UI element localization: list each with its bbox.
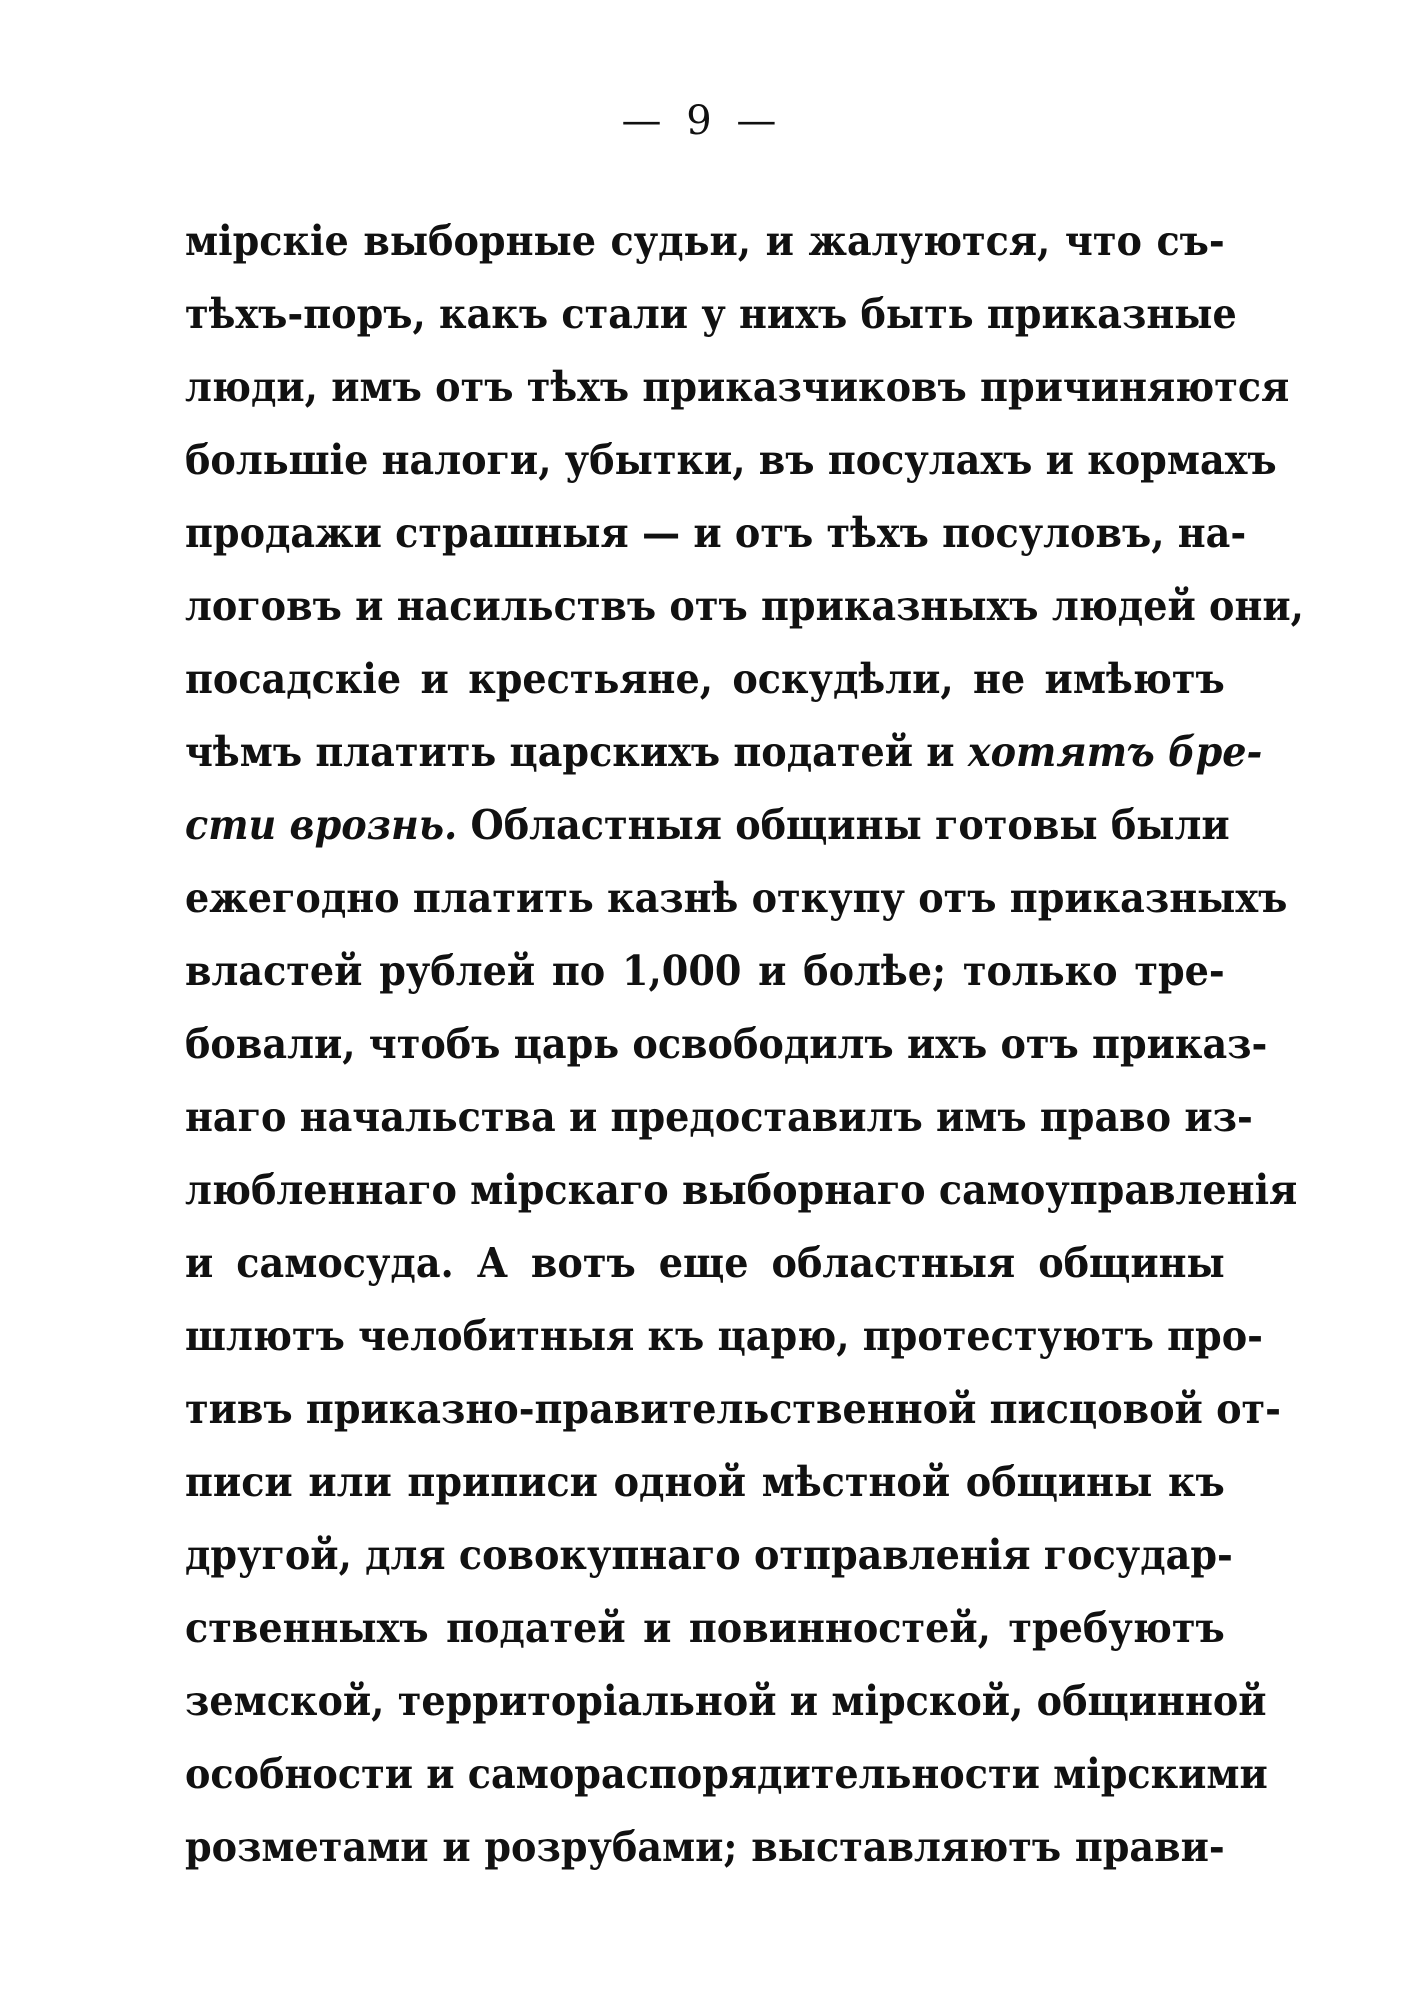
text-span: писи или приписи одной мѣстной общины къ — [185, 1458, 1225, 1506]
text-span: наго начальства и предоставилъ имъ право из- — [185, 1093, 1253, 1141]
text-span: продажи страшныя — и отъ тѣхъ посуловъ, на- — [185, 509, 1247, 557]
text-span: посадскіе и крестьяне, оскудѣли, не имѣютъ — [185, 655, 1225, 703]
text-line — [185, 935, 1225, 1008]
italic-text: сти врознь. — [185, 801, 458, 849]
text-span: особности и самораспорядительности мірскими — [185, 1750, 1268, 1798]
text-span: ежегодно платить казнѣ откупу отъ приказныхъ — [185, 874, 1288, 922]
text-span: ственныхъ податей и повинностей, требуютъ — [185, 1604, 1225, 1652]
text-line — [185, 1519, 1233, 1592]
text-line — [185, 1665, 1267, 1738]
text-line — [185, 1373, 1282, 1446]
text-span: чѣмъ платить царскихъ податей и — [185, 728, 968, 776]
text-line — [185, 862, 1288, 935]
text-line — [185, 205, 1225, 278]
text-line — [185, 497, 1247, 570]
text-span: и самосуда. А вотъ еще областныя общины — [185, 1239, 1225, 1287]
text-span: Областныя общины готовы были — [457, 801, 1230, 849]
text-span: шлютъ челобитныя къ царю, протестуютъ про- — [185, 1312, 1263, 1360]
text-span: розметами и розрубами; выставляютъ прави- — [185, 1823, 1225, 1871]
text-span: другой, для совокупнаго отправленія государ- — [185, 1531, 1233, 1579]
text-line — [185, 1081, 1253, 1154]
text-line — [185, 278, 1237, 351]
text-span: тивъ приказно-правительственной писцовой от- — [185, 1385, 1282, 1433]
text-line — [185, 643, 1225, 716]
text-span: мірскіе выборные судьи, и жалуются, что съ- — [185, 217, 1225, 265]
text-line — [185, 716, 1263, 789]
text-line — [185, 1008, 1268, 1081]
text-line — [185, 1227, 1225, 1300]
text-span: люди, имъ отъ тѣхъ приказчиковъ причиняются — [185, 363, 1290, 411]
text-span: земской, территоріальной и мірской, общинной — [185, 1677, 1267, 1725]
page-number: — 9 — — [621, 98, 783, 144]
text-line — [185, 1300, 1263, 1373]
text-span: любленнаго мірскаго выборнаго самоуправленія — [185, 1166, 1298, 1214]
text-line — [185, 570, 1304, 643]
text-span: бовали, чтобъ царь освободилъ ихъ отъ приказ- — [185, 1020, 1268, 1068]
text-span: логовъ и насильствъ отъ приказныхъ людей они, — [185, 582, 1304, 630]
text-line — [185, 1811, 1225, 1884]
text-line — [185, 1738, 1268, 1811]
text-span: тѣхъ-поръ, какъ стали у нихъ быть приказные — [185, 290, 1237, 338]
text-line — [185, 1154, 1298, 1227]
italic-text: хотятъ бре- — [967, 728, 1263, 776]
body-text — [185, 205, 1304, 1884]
text-line — [185, 424, 1277, 497]
text-line — [185, 351, 1290, 424]
text-line — [185, 1446, 1225, 1519]
text-line — [185, 789, 1230, 862]
text-span: большіе налоги, убытки, въ посулахъ и кормахъ — [185, 436, 1277, 484]
text-line — [185, 1592, 1225, 1665]
text-span: властей рублей по 1,000 и болѣе; только тре- — [185, 947, 1225, 995]
